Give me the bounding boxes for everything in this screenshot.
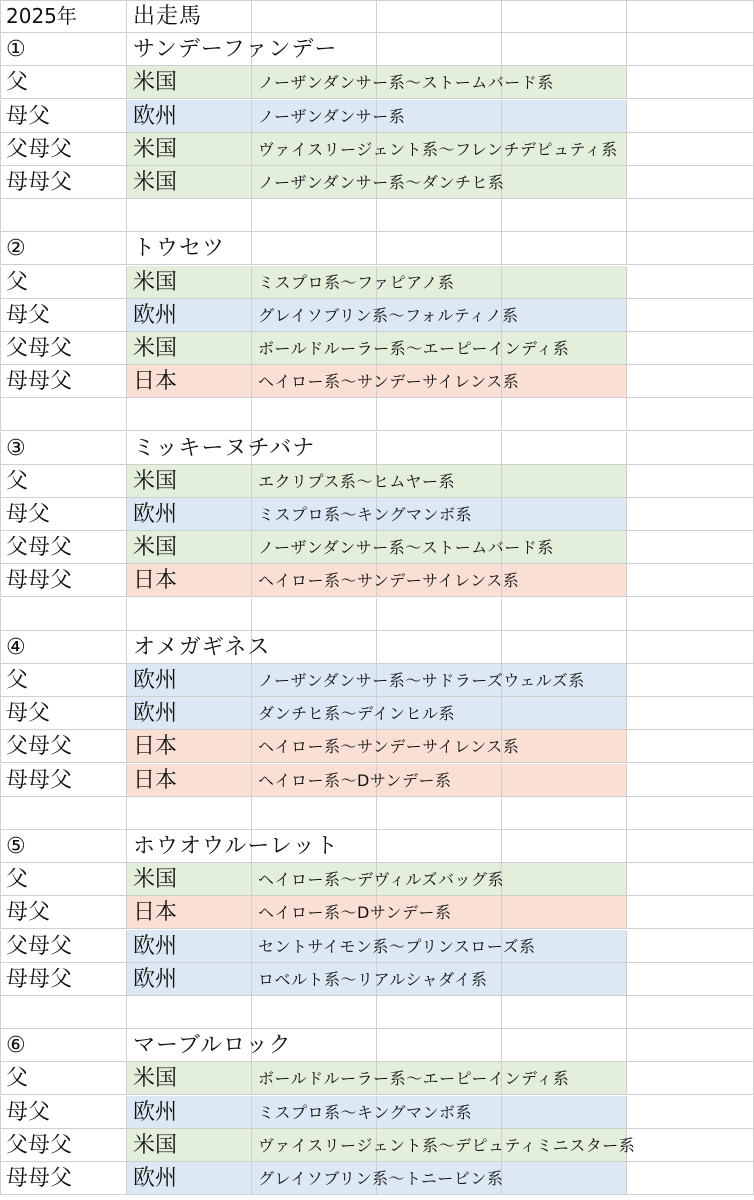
pedigree-row [0,531,754,564]
grid-cell[interactable] [502,764,627,797]
horse-number: ① [6,37,26,62]
grid-cell[interactable] [627,1162,754,1195]
grid-cell[interactable] [502,996,627,1029]
grid-cell[interactable] [627,33,754,66]
grid-cell[interactable] [252,398,377,431]
grid-cell[interactable] [377,432,502,465]
pedigree-row [0,963,754,996]
grid-cell[interactable] [252,797,377,830]
grid-cell[interactable] [252,996,377,1029]
sire-line: ヘイロー系〜Dサンデー系 [258,903,452,922]
horse-name: ミッキーヌチバナ [133,436,316,461]
horse-name-row [0,232,754,265]
sire-region: 米国 [133,867,178,892]
sire-region: 欧州 [133,303,178,328]
grid-cell[interactable] [502,697,627,730]
grid-cell[interactable] [127,398,252,431]
pedigree-row [0,564,754,597]
grid-cell[interactable] [627,232,754,265]
grid-cell[interactable] [502,1029,627,1062]
pedigree-role: 父 [6,668,29,693]
pedigree-row [0,1162,754,1195]
grid-cell[interactable] [627,697,754,730]
pedigree-role: 母母父 [6,369,73,394]
grid-cell[interactable] [627,398,754,431]
grid-cell[interactable] [627,498,754,531]
grid-cell[interactable] [627,730,754,763]
grid-cell[interactable] [627,1062,754,1095]
grid-cell[interactable] [127,996,252,1029]
sire-line: ミスプロ系〜キングマンボ系 [258,505,473,524]
sire-line: ヘイロー系〜Dサンデー系 [258,771,452,790]
grid-cell[interactable] [0,996,127,1029]
pedigree-row [0,664,754,697]
pedigree-role: 母母父 [6,568,73,593]
grid-cell[interactable] [627,564,754,597]
grid-cell[interactable] [252,0,377,33]
pedigree-row [0,1129,754,1162]
grid-cell[interactable] [627,465,754,498]
pedigree-row [0,930,754,963]
pedigree-row [0,465,754,498]
grid-cell[interactable] [627,664,754,697]
grid-cell[interactable] [627,963,754,996]
grid-cell[interactable] [377,996,502,1029]
pedigree-row [0,266,754,299]
grid-cell[interactable] [627,863,754,896]
grid-cell[interactable] [377,398,502,431]
grid-cell[interactable] [377,232,502,265]
sire-region: 欧州 [133,967,178,992]
sire-region: 米国 [133,469,178,494]
grid-cell[interactable] [627,1096,754,1129]
sire-line: ヘイロー系〜サンデーサイレンス系 [258,737,520,756]
sire-region: 米国 [133,270,178,295]
sire-region: 米国 [133,170,178,195]
sire-line: ボールドルーラー系〜エーピーインディ系 [258,1069,570,1088]
grid-cell[interactable] [0,598,127,631]
horse-number: ③ [6,436,26,461]
grid-cell[interactable] [502,33,627,66]
grid-cell[interactable] [627,365,754,398]
grid-cell[interactable] [627,266,754,299]
grid-cell[interactable] [627,896,754,929]
pedigree-row [0,133,754,166]
pedigree-role: 父母父 [6,734,73,759]
sire-region: 欧州 [133,668,178,693]
grid-cell[interactable] [127,199,252,232]
grid-cell[interactable] [627,764,754,797]
horse-name-row [0,432,754,465]
pedigree-row [0,299,754,332]
sire-line: グレイソブリン系〜トニービン系 [258,1169,504,1188]
pedigree-row [0,730,754,763]
pedigree-role: 母母父 [6,1166,73,1191]
grid-cell[interactable] [252,232,377,265]
sire-region: 米国 [133,535,178,560]
pedigree-row [0,66,754,99]
grid-cell[interactable] [0,797,127,830]
sire-line: ミスプロ系〜ファピアノ系 [258,273,455,292]
grid-cell[interactable] [377,1029,502,1062]
sire-region: 日本 [133,568,178,593]
pedigree-role: 父母父 [6,137,73,162]
pedigree-role: 母母父 [6,967,73,992]
sire-region: 日本 [133,734,178,759]
grid-cell[interactable] [502,1162,627,1195]
sire-region: 欧州 [133,1166,178,1191]
year-label: 2025年 [6,4,77,28]
blank-row [0,797,754,830]
sire-line: ロベルト系〜リアルシャダイ系 [258,970,488,989]
grid-cell[interactable] [252,598,377,631]
sire-line: エクリプス系〜ヒムヤー系 [258,472,456,491]
grid-cell[interactable] [627,133,754,166]
sire-line: ヴァイスリージェント系〜フレンチデピュティ系 [258,140,618,159]
pedigree-role: 母父 [6,303,51,328]
grid-cell[interactable] [502,896,627,929]
pedigree-role: 母父 [6,701,51,726]
horse-name: トウセツ [133,236,226,261]
pedigree-row [0,1062,754,1095]
grid-cell[interactable] [627,531,754,564]
horse-name: ホウオウルーレット [133,834,339,859]
sire-line: ヴァイスリージェント系〜デピュティミニスター系 [258,1136,636,1155]
grid-cell[interactable] [377,33,502,66]
sire-region: 欧州 [133,1100,178,1125]
sire-line: ヘイロー系〜デヴィルズバッグ系 [258,870,505,889]
blank-row [0,598,754,631]
grid-cell[interactable] [502,498,627,531]
grid-cell[interactable] [502,598,627,631]
sire-line: ヘイロー系〜サンデーサイレンス系 [258,372,520,391]
pedigree-role: 父 [6,70,29,95]
sire-line: ノーザンダンサー系〜サドラーズウェルズ系 [258,671,585,690]
sire-line: ダンチヒ系〜デインヒル系 [258,704,456,723]
grid-cell[interactable] [377,830,502,863]
sire-region: 欧州 [133,104,178,129]
grid-cell[interactable] [252,631,377,664]
grid-cell[interactable] [627,797,754,830]
grid-cell[interactable] [627,631,754,664]
grid-cell[interactable] [502,100,627,133]
sire-region: 米国 [133,70,178,95]
grid-cell[interactable] [627,830,754,863]
pedigree-row [0,1096,754,1129]
grid-cell[interactable] [502,398,627,431]
grid-cell[interactable] [0,199,127,232]
grid-cell[interactable] [627,100,754,133]
pedigree-row [0,697,754,730]
grid-cell[interactable] [502,199,627,232]
grid-cell[interactable] [502,863,627,896]
sire-region: 米国 [133,336,178,361]
horse-name: サンデーファンデー [133,37,338,62]
grid-cell[interactable] [627,332,754,365]
horse-name-row [0,33,754,66]
grid-cell[interactable] [627,166,754,199]
horse-name: マーブルロック [133,1033,292,1058]
sire-region: 欧州 [133,502,178,527]
grid-cell[interactable] [627,299,754,332]
pedigree-role: 父 [6,270,29,295]
pedigree-row [0,166,754,199]
sire-region: 欧州 [133,701,178,726]
pedigree-role: 父母父 [6,535,73,560]
grid-cell[interactable] [502,564,627,597]
grid-cell[interactable] [627,66,754,99]
grid-cell[interactable] [627,199,754,232]
grid-cell[interactable] [502,830,627,863]
pedigree-row [0,863,754,896]
grid-cell[interactable] [627,996,754,1029]
pedigree-role: 父母父 [6,934,73,959]
grid-cell[interactable] [627,930,754,963]
blank-row [0,398,754,431]
grid-cell[interactable] [502,432,627,465]
horse-number: ⑤ [6,834,26,859]
sire-region: 米国 [133,137,178,162]
pedigree-role: 母母父 [6,768,73,793]
grid-cell[interactable] [0,398,127,431]
sire-region: 日本 [133,369,178,394]
grid-cell[interactable] [502,465,627,498]
pedigree-role: 父 [6,469,29,494]
sire-line: グレイソブリン系〜フォルティノ系 [258,306,519,325]
sire-line: セントサイモン系〜プリンスローズ系 [258,937,536,956]
grid-cell[interactable] [502,730,627,763]
sire-line: ヘイロー系〜サンデーサイレンス系 [258,571,520,590]
horse-name-row [0,830,754,863]
pedigree-row [0,896,754,929]
pedigree-role: 母母父 [6,170,73,195]
grid-cell[interactable] [502,232,627,265]
pedigree-role: 母父 [6,502,51,527]
sire-line: ミスプロ系〜キングマンボ系 [258,1103,473,1122]
sire-line: ノーザンダンサー系〜ダンチヒ系 [258,173,505,192]
horse-name: オメガギネス [133,635,271,660]
pedigree-role: 母父 [6,1100,51,1125]
sire-region: 米国 [133,1066,178,1091]
grid-cell[interactable] [127,598,252,631]
grid-cell[interactable] [627,432,754,465]
pedigree-role: 父 [6,1066,29,1091]
grid-cell[interactable] [502,963,627,996]
horse-number: ④ [6,635,26,660]
sire-line: ボールドルーラー系〜エーピーインディ系 [258,339,570,358]
pedigree-row [0,498,754,531]
horse-number: ② [6,236,26,261]
grid-cell[interactable] [627,0,754,33]
pedigree-row [0,100,754,133]
grid-cell[interactable] [502,631,627,664]
grid-cell[interactable] [377,199,502,232]
grid-cell[interactable] [502,266,627,299]
sire-region: 日本 [133,900,178,925]
column-title: 出走馬 [133,4,203,29]
blank-row [0,996,754,1029]
pedigree-row [0,764,754,797]
sire-line: ノーザンダンサー系〜ストームバード系 [258,538,554,557]
sire-region: 欧州 [133,934,178,959]
pedigree-role: 母父 [6,104,51,129]
pedigree-role: 父母父 [6,336,73,361]
sire-region: 米国 [133,1133,178,1158]
grid-cell[interactable] [377,598,502,631]
grid-cell[interactable] [627,1029,754,1062]
pedigree-row [0,332,754,365]
grid-cell[interactable] [252,199,377,232]
grid-cell[interactable] [502,365,627,398]
grid-cell[interactable] [502,797,627,830]
horse-number: ⑥ [6,1033,26,1058]
horse-name-row [0,631,754,664]
pedigree-role: 母父 [6,900,51,925]
grid-cell[interactable] [377,0,502,33]
horse-name-row [0,1029,754,1062]
grid-cell[interactable] [502,166,627,199]
pedigree-role: 父 [6,867,29,892]
grid-cell[interactable] [627,598,754,631]
grid-cell[interactable] [127,797,252,830]
grid-cell[interactable] [627,1129,754,1162]
grid-cell[interactable] [502,1096,627,1129]
grid-cell[interactable] [502,0,627,33]
pedigree-role: 父母父 [6,1133,73,1158]
pedigree-row [0,365,754,398]
grid-cell[interactable] [377,631,502,664]
sire-region: 日本 [133,768,178,793]
grid-cell[interactable] [377,797,502,830]
grid-cell[interactable] [502,299,627,332]
sire-line: ノーザンダンサー系〜ストームバード系 [258,73,554,92]
header-row [0,0,754,33]
sire-line: ノーザンダンサー系 [258,107,406,126]
blank-row [0,199,754,232]
